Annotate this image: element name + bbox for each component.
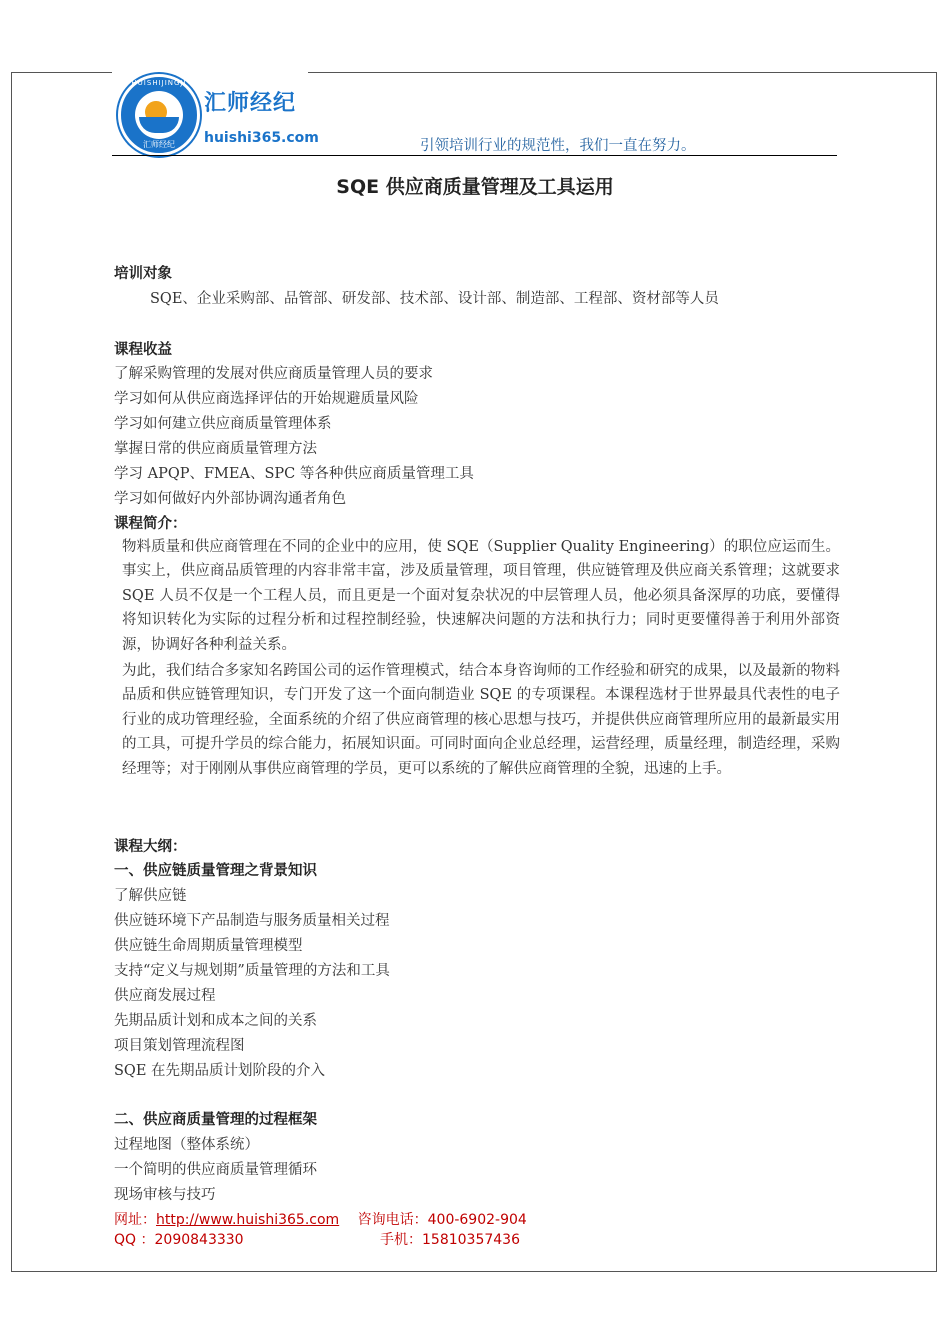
outline-section-1-title: 一、供应链质量管理之背景知识 <box>114 863 317 879</box>
outline-item: 了解供应链 <box>114 888 187 904</box>
outline-item: 一个简明的供应商质量管理循环 <box>114 1162 317 1178</box>
intro-paragraph-2: 为此，我们结合多家知名跨国公司的运作管理模式，结合本身咨询师的工作经验和研究的成果，以及最新的物料品质和供应链管理知识，专门开发了这一个面向制造业 SQE 的专项课程。本课程选材于世界最具代表性的电子行业的成功管理经验，全面系统的介绍了供应商管理的核心思想与技巧，并提供供应商管理所应用的最新最实用的工具，可提升学员的综合能力，拓展知识面。可同时面向企业总经理，运营经理，质量经理，制造经理，采购经理等；对于刚刚从事供应商管理的学员，更可以系统的了解供应商管理的全貌，迅速的上手。 <box>122 663 840 777</box>
benefit-item: 学习如何建立供应商质量管理体系 <box>114 416 332 432</box>
outline-section-2-title: 二、供应商质量管理的过程框架 <box>114 1112 317 1128</box>
benefit-item: 学习 APQP、FMEA、SPC 等各种供应商质量管理工具 <box>114 466 474 482</box>
benefit-item: 了解采购管理的发展对供应商质量管理人员的要求 <box>114 366 433 382</box>
footer-site-label: 网址： <box>114 1212 156 1228</box>
header-divider <box>112 155 837 156</box>
footer-site-link[interactable]: http://www.huishi365.com <box>156 1212 340 1228</box>
footer-website-line <box>114 1209 527 1229</box>
logo-name: 汇师经纪 <box>204 91 297 116</box>
footer-mobile-label: 手机： <box>380 1232 422 1248</box>
outline-item: 供应商发展过程 <box>114 988 216 1004</box>
footer-qq-label: QQ ： <box>114 1232 155 1248</box>
logo-emblem-icon <box>118 74 200 156</box>
logo-ring-bottom: 汇师经纪 <box>143 140 175 149</box>
benefit-item: 学习如何做好内外部协调沟通者角色 <box>114 491 346 507</box>
footer-phone-label: 咨询电话： <box>357 1212 428 1228</box>
outline-item: 供应链生命周期质量管理模型 <box>114 938 303 954</box>
benefits-heading: 课程收益 <box>114 342 172 358</box>
outline-item: 先期品质计划和成本之间的关系 <box>114 1013 317 1029</box>
intro-paragraph-1: 物料质量和供应商管理在不同的企业中的应用，使 SQE（Supplier Quality Engineering）的职位应运而生。事实上，供应商品质管理的内容非常丰富，涉及质量管理，项目管理，供应链管理及供应商关系管理；这就要求 SQE 人员不仅是一个工程人员，而且更是一个面对复杂状况的中层管理人员，他必须具备深厚的功底，要懂得将知识转化为实际的过程分析和过程控制经验，快速解决问题的方法和执行力；同时更要懂得善于利用外部资源，协调好各种利益关系。 <box>122 539 840 653</box>
footer-mobile: 15810357436 <box>422 1232 520 1248</box>
logo <box>112 70 319 158</box>
logo-ring-text: HUISHIJINGJI <box>131 79 187 87</box>
footer-mobile-group <box>380 1229 520 1249</box>
footer-phone: 400-6902-904 <box>427 1212 527 1228</box>
outline-item: 供应链环境下产品制造与服务质量相关过程 <box>114 913 390 929</box>
header-slogan: 引领培训行业的规范性，我们一直在努力。 <box>420 138 696 154</box>
benefit-item: 掌握日常的供应商质量管理方法 <box>114 441 317 457</box>
outline-item: 过程地图（整体系统） <box>114 1137 259 1153</box>
intro-heading: 课程简介： <box>114 516 187 532</box>
footer-qq: 2090843330 <box>154 1232 244 1248</box>
outline-item: 现场审核与技巧 <box>114 1187 216 1203</box>
document-title: SQE 供应商质量管理及工具运用 <box>336 176 614 198</box>
benefit-item: 学习如何从供应商选择评估的开始规避质量风险 <box>114 391 419 407</box>
outline-heading: 课程大纲： <box>114 839 187 855</box>
target-heading: 培训对象 <box>114 266 172 282</box>
logo-url: huishi365.com <box>204 130 319 146</box>
outline-item: 项目策划管理流程图 <box>114 1038 245 1054</box>
outline-item: 支持“定义与规划期”质量管理的方法和工具 <box>114 963 390 979</box>
outline-item: SQE 在先期品质计划阶段的介入 <box>114 1063 326 1079</box>
target-text: SQE、企业采购部、品管部、研发部、技术部、设计部、制造部、工程部、资材部等人员 <box>150 291 719 307</box>
footer-contact-line <box>114 1229 520 1249</box>
